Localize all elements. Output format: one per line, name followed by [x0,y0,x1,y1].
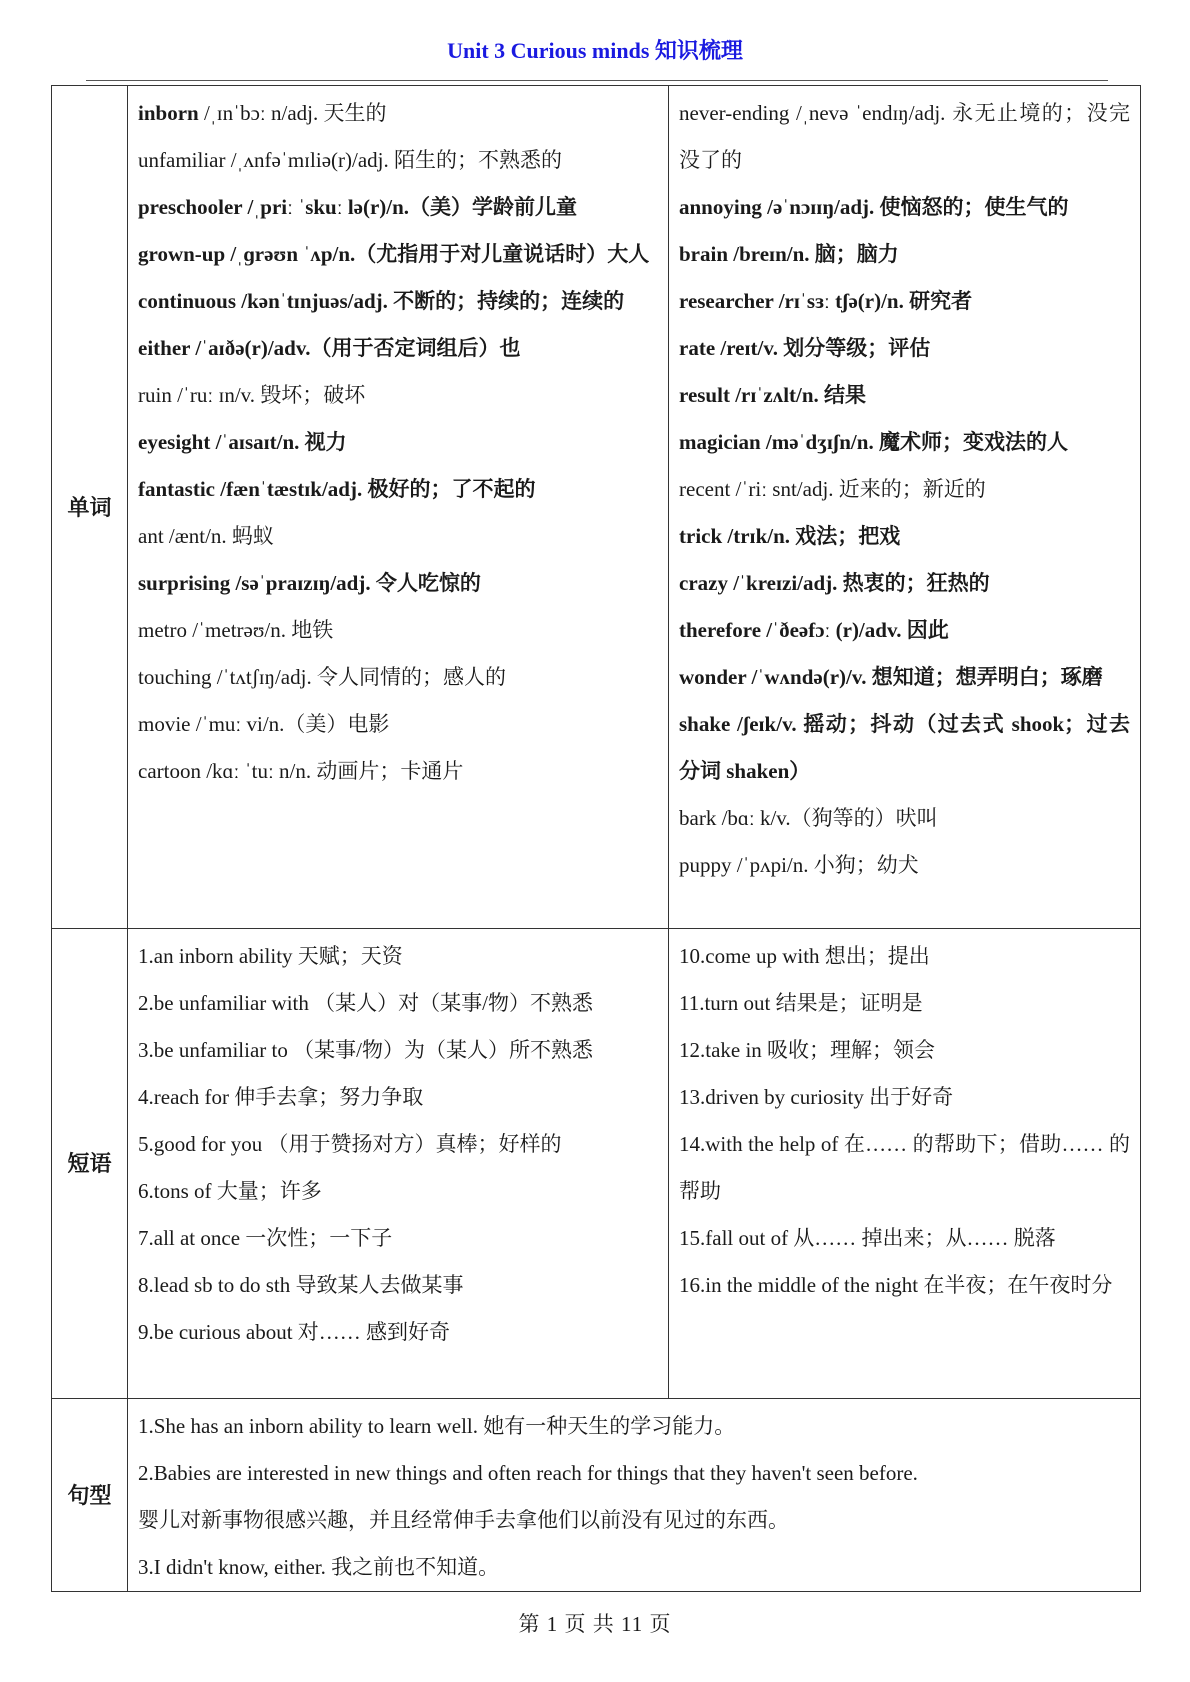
phrases-left-column [128,929,669,1399]
sentence-entry: 1.She has an inborn ability to learn well. 她有一种天生的学习能力。 [138,1414,736,1438]
word-entry: unfamiliar /ˌʌnfəˈmɪliə(r)/adj. 陌生的；不熟悉的 [138,148,562,172]
word-entry: trick /trɪk/n. 戏法；把戏 [679,524,901,548]
phrase-entry: 13.driven by curiosity 出于好奇 [679,1085,954,1109]
sentence-entry: 2.Babies are interested in new things and often reach for things that they haven't seen before. [138,1461,918,1485]
word-entry: grown-up /ˌɡrəʊn ˈʌp/n.（尤指用于对儿童说话时）大人 [138,242,650,266]
phrases-row [52,929,1141,1399]
word-entry: cartoon /kɑː ˈtuː n/n. 动画片；卡通片 [138,759,464,783]
words-left-column [128,86,669,929]
word-entry: preschooler /ˌpriː ˈskuː lə(r)/n.（美）学龄前儿童 [138,195,578,219]
sentence-entry: 婴儿对新事物很感兴趣，并且经常伸手去拿他们以前没有见过的东西。 [138,1508,789,1532]
word-entry: surprising /səˈpraɪzɪŋ/adj. 令人吃惊的 [138,571,481,595]
word-entry: continuous /kənˈtɪnjuəs/adj. 不断的；持续的；连续的 [138,289,625,313]
word-entry: annoying /əˈnɔɪɪŋ/adj. 使恼怒的；使生气的 [679,195,1069,219]
words-right-column [669,86,1141,929]
word-entry: ruin /ˈruː ɪn/v. 毁坏；破坏 [138,383,366,407]
word-entry: recent /ˈriː snt/adj. 近来的；新近的 [679,477,986,501]
sentences-label: 句型 [52,1399,128,1592]
word-entry: never-ending /ˌnevə ˈendɪŋ/adj. 永无止境的；没完没了的 [679,101,1130,172]
phrase-entry: 1.an inborn ability 天赋；天资 [138,944,403,968]
phrase-entry: 15.fall out of 从…… 掉出来；从…… 脱落 [679,1226,1056,1250]
knowledge-table [51,85,1141,1592]
definition: /ˌɪnˈbɔː n/adj. 天生的 [198,101,387,125]
phrases-right-column [669,929,1141,1399]
word-entry: researcher /rɪˈsɜː tʃə(r)/n. 研究者 [679,289,973,313]
phrase-entry: 11.turn out 结果是；证明是 [679,991,923,1015]
word-entry: bark /bɑː k/v.（狗等的）吠叫 [679,806,938,830]
page-footer: 第 1 页 共 11 页 [518,1612,672,1636]
phrase-entry: 7.all at once 一次性；一下子 [138,1226,393,1250]
header-divider [86,80,1108,81]
phrase-entry: 2.be unfamiliar with （某人）对（某事/物）不熟悉 [138,991,593,1015]
phrase-entry: 9.be curious about 对…… 感到好奇 [138,1320,451,1344]
word-entry: wonder /ˈwʌndə(r)/v. 想知道；想弄明白；琢磨 [679,665,1103,689]
word-entry: metro /ˈmetrəʊ/n. 地铁 [138,618,334,642]
word-entry [138,90,658,137]
phrase-entry: 12.take in 吸收；理解；领会 [679,1038,936,1062]
phrase-entry: 14.with the help of 在…… 的帮助下；借助…… 的帮助 [679,1132,1130,1203]
word-entry: therefore /ˈðeəfɔː (r)/adv. 因此 [679,618,949,642]
sentence-entry: 3.I didn't know, either. 我之前也不知道。 [138,1555,500,1579]
word-entry: magician /məˈdʒɪʃn/n. 魔术师；变戏法的人 [679,430,1068,454]
word-entry: shake /ʃeɪk/v. 摇动；抖动（过去式 shook；过去分词 shaken） [679,712,1130,783]
page-title: Unit 3 Curious minds 知识梳理 [447,38,743,63]
headword: inborn [138,101,199,125]
word-entry: movie /ˈmuː vi/n.（美）电影 [138,712,390,736]
phrase-entry: 4.reach for 伸手去拿；努力争取 [138,1085,424,1109]
phrase-entry: 3.be unfamiliar to （某事/物）为（某人）所不熟悉 [138,1038,593,1062]
word-entry: fantastic /fænˈtæstɪk/adj. 极好的；了不起的 [138,477,536,501]
word-entry: brain /breɪn/n. 脑；脑力 [679,242,899,266]
words-row [52,86,1141,929]
sentences-column [128,1399,1141,1592]
phrase-entry: 6.tons of 大量；许多 [138,1179,322,1203]
phrase-entry: 10.come up with 想出；提出 [679,944,930,968]
sentences-row [52,1399,1141,1592]
word-entry: either /ˈaɪðə(r)/adv.（用于否定词组后）也 [138,336,521,360]
phrase-entry: 8.lead sb to do sth 导致某人去做某事 [138,1273,464,1297]
word-entry: rate /reɪt/v. 划分等级；评估 [679,336,931,360]
words-label: 单词 [52,86,128,929]
word-entry: result /rɪˈzʌlt/n. 结果 [679,383,867,407]
word-entry: touching /ˈtʌtʃɪŋ/adj. 令人同情的；感人的 [138,665,506,689]
word-entry: crazy /ˈkreɪzi/adj. 热衷的；狂热的 [679,571,990,595]
phrase-entry: 5.good for you （用于赞扬对方）真棒；好样的 [138,1132,562,1156]
phrase-entry: 16.in the middle of the night 在半夜；在午夜时分 [679,1273,1113,1297]
phrases-label: 短语 [52,929,128,1399]
word-entry: puppy /ˈpʌpi/n. 小狗；幼犬 [679,853,919,877]
word-entry: ant /ænt/n. 蚂蚁 [138,524,274,548]
word-entry: eyesight /ˈaɪsaɪt/n. 视力 [138,430,347,454]
